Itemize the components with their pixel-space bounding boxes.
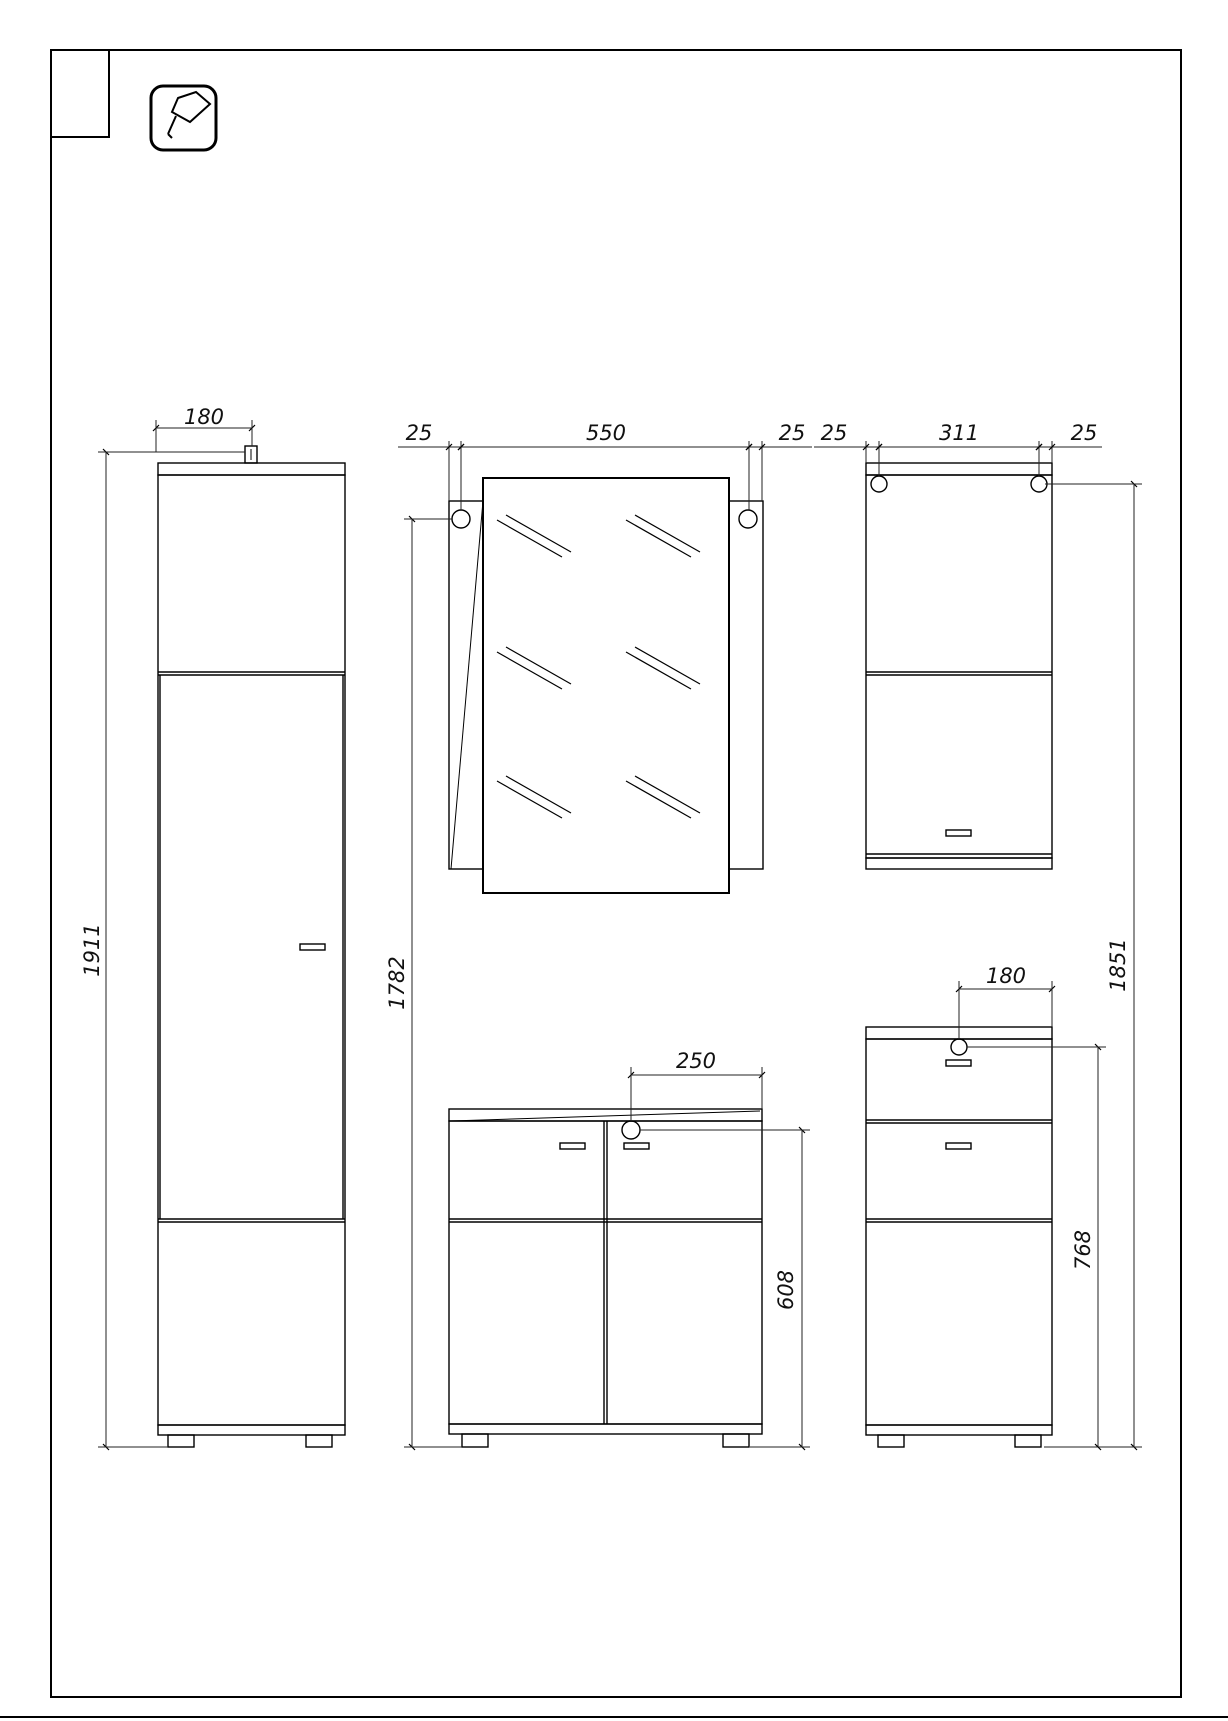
dim-wall-right: 25 xyxy=(1070,421,1098,445)
glass-reflection-marks xyxy=(497,515,700,818)
dim-tall-hook: 180 xyxy=(183,405,225,429)
page-frame xyxy=(51,50,1181,1697)
page-number-box xyxy=(51,50,109,137)
mounting-hole xyxy=(622,1121,640,1139)
dim-base-hook: 250 xyxy=(675,1049,717,1073)
base-cabinet xyxy=(449,1109,762,1447)
dim-tall-height: 1911 xyxy=(80,923,104,977)
mirror-dimensions xyxy=(398,441,812,1447)
door-handle xyxy=(300,944,325,950)
drawer-handle-right xyxy=(624,1143,649,1149)
mounting-hole-left xyxy=(871,476,887,492)
drawer-handle-middle xyxy=(946,1143,971,1149)
tall-cabinet-dimensions xyxy=(98,420,252,1447)
dim-base-height: 608 xyxy=(774,1269,798,1311)
mounting-hole-right xyxy=(739,510,757,528)
tall-cabinet xyxy=(158,446,345,1447)
mounting-hole-left xyxy=(452,510,470,528)
dim-mirror-width: 550 xyxy=(585,421,627,445)
drawer-cabinet xyxy=(866,1027,1052,1447)
mirror xyxy=(449,478,763,893)
dim-mirror-left: 25 xyxy=(405,421,433,445)
wall-mounting-icon xyxy=(151,86,216,150)
drawer-handle-left xyxy=(560,1143,585,1149)
drawer-handle-top xyxy=(946,1060,971,1066)
mounting-hole-right xyxy=(1031,476,1047,492)
dim-drawer-height: 768 xyxy=(1071,1229,1095,1271)
dim-drawer-hook: 180 xyxy=(985,964,1027,988)
dim-wall-left: 25 xyxy=(820,421,848,445)
dim-wall-height: 1851 xyxy=(1106,938,1130,992)
dim-mirror-right: 25 xyxy=(778,421,806,445)
wall-cabinet xyxy=(866,463,1052,869)
door-handle xyxy=(946,830,971,836)
wall-cabinet-dimensions xyxy=(814,441,1142,1447)
drawer-cabinet-dimensions xyxy=(959,981,1106,1447)
dim-mirror-height: 1782 xyxy=(385,956,409,1010)
dim-wall-width: 311 xyxy=(938,421,980,445)
mounting-hole xyxy=(951,1039,967,1055)
